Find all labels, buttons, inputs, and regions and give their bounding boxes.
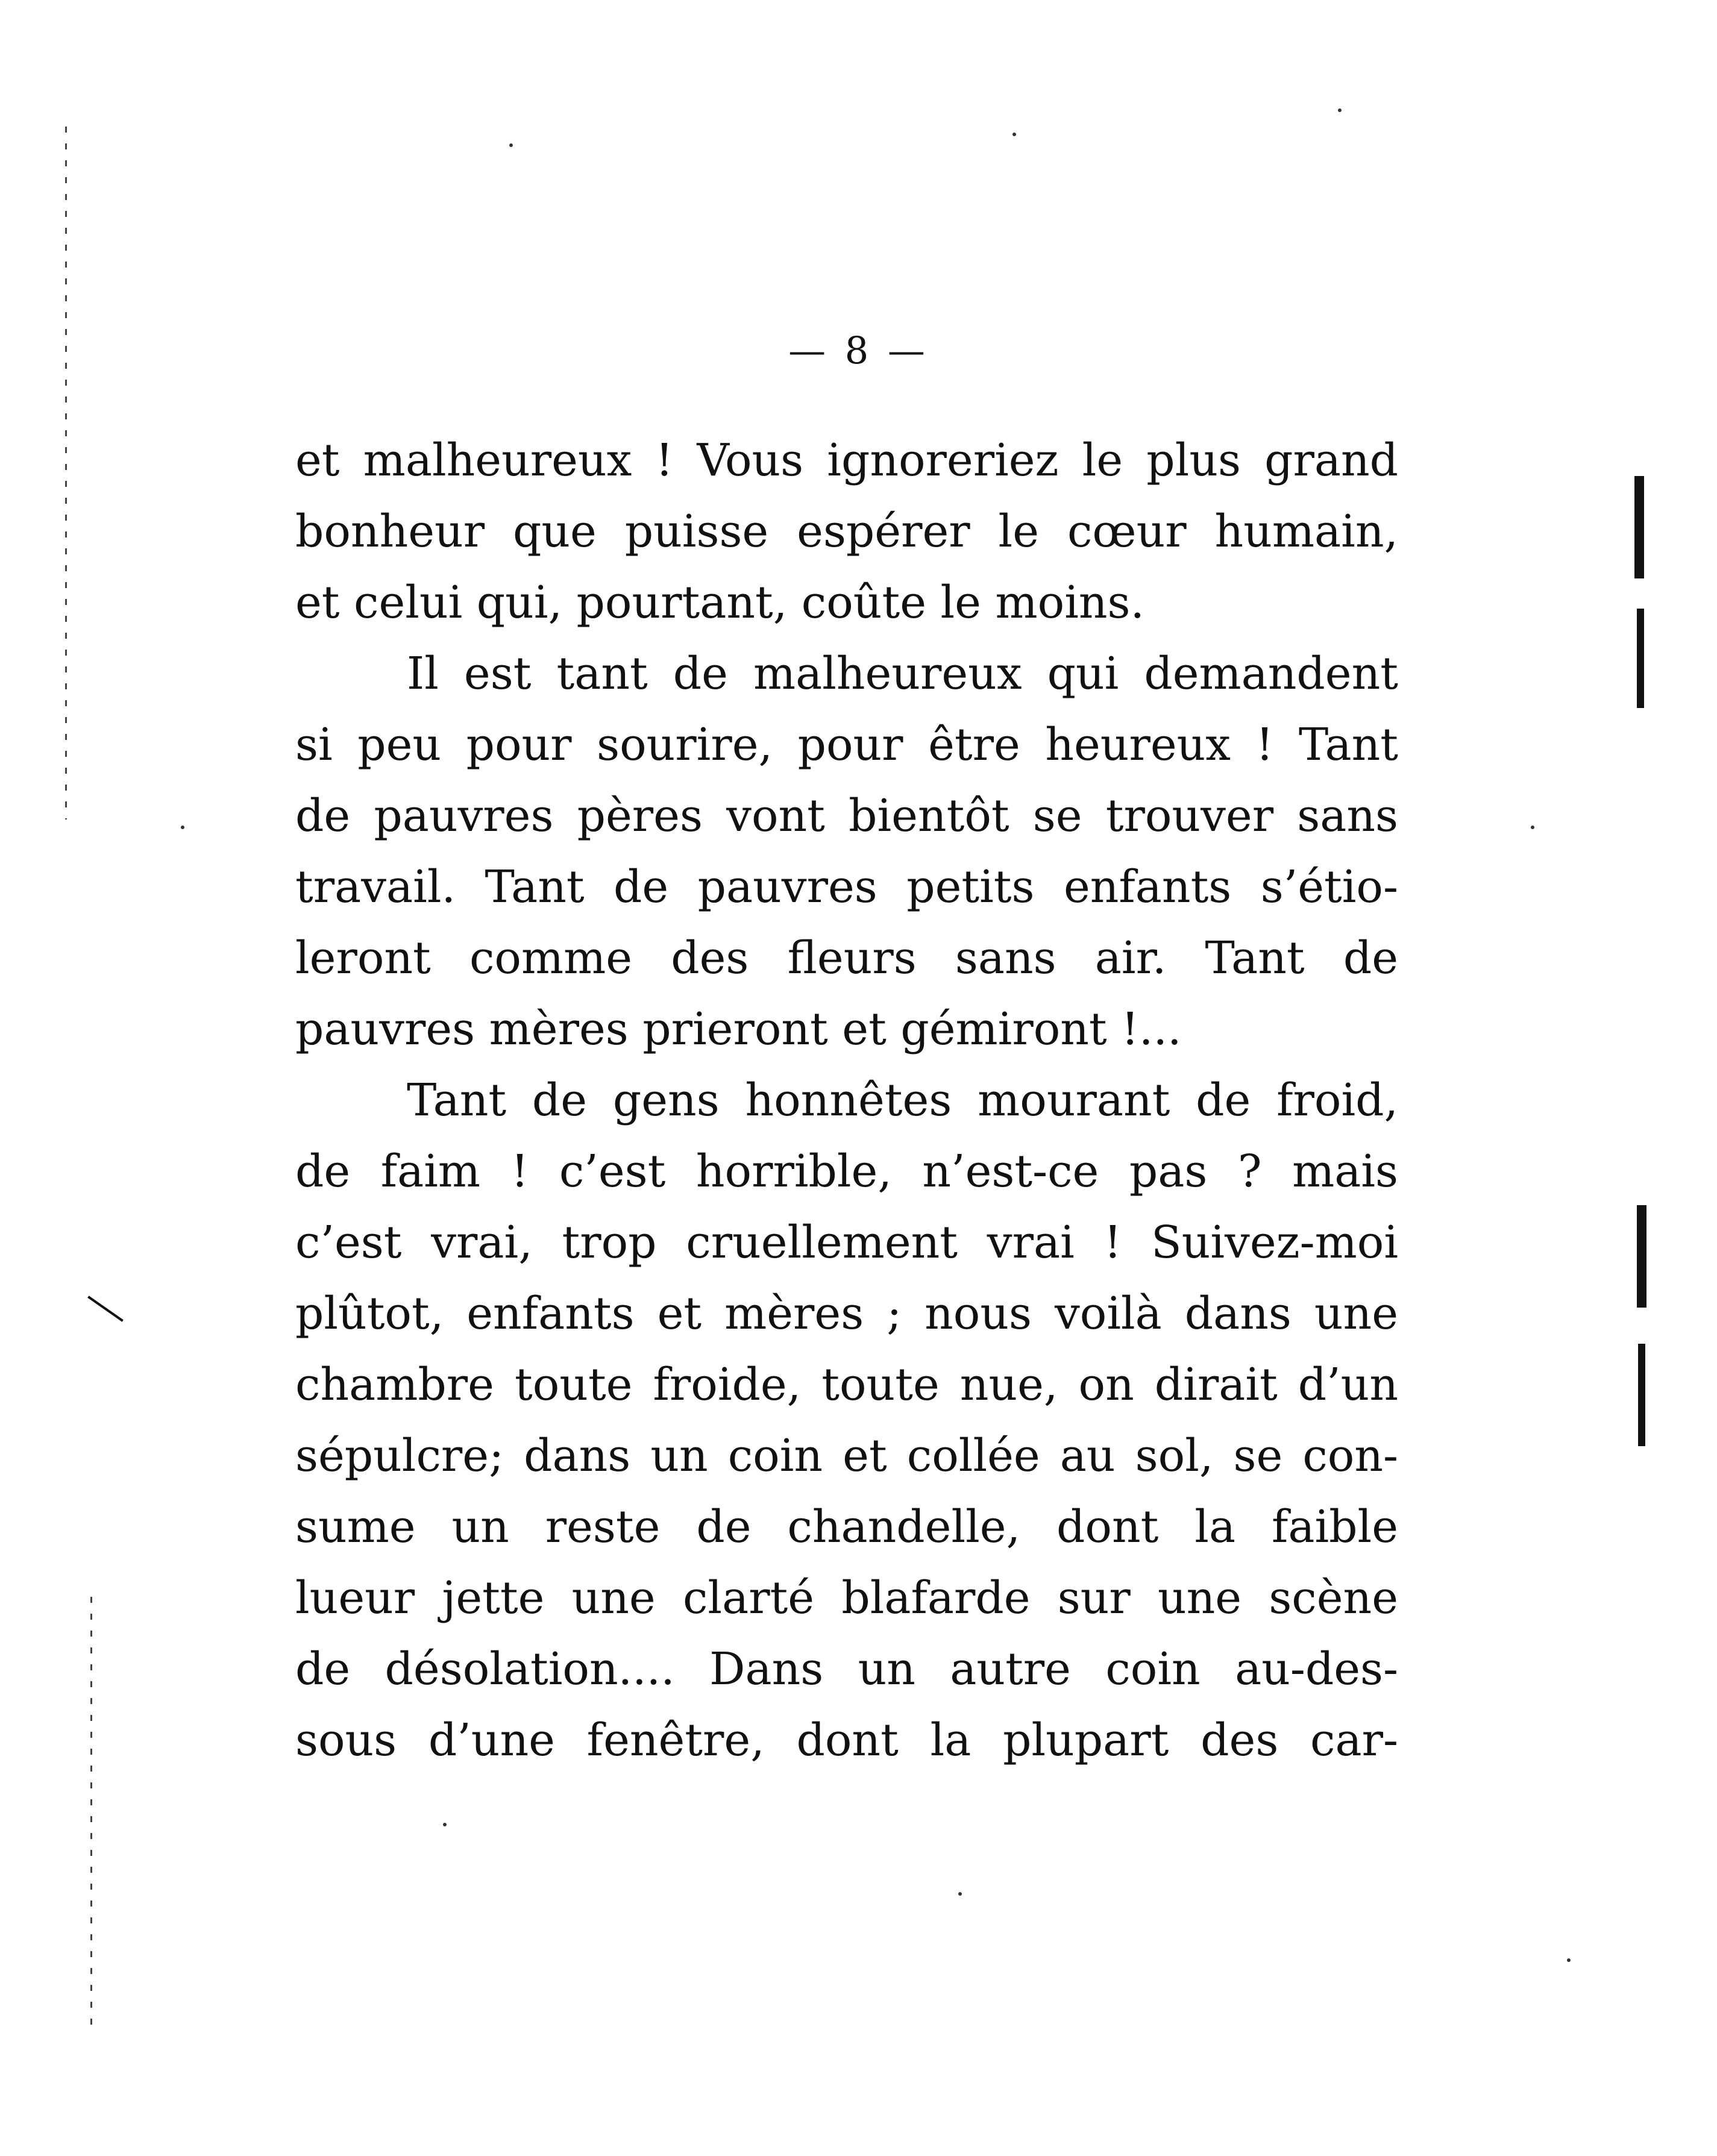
scan-speck xyxy=(181,826,184,829)
text-line: sépulcre; dans un coin et collée au sol, se con- xyxy=(295,1430,1398,1482)
right-margin-bar xyxy=(1634,476,1644,578)
text-line: de pauvres pères vont bientôt se trouver sans xyxy=(295,790,1398,842)
left-margin-stroke xyxy=(87,1296,124,1321)
scan-speck xyxy=(1567,1958,1571,1962)
scan-speck xyxy=(1338,108,1342,112)
text-line: lueur jette une clarté blafarde sur une scène xyxy=(295,1572,1398,1624)
text-line: et malheureux ! Vous ignoreriez le plus grand xyxy=(295,434,1398,486)
text-line: c’est vrai, trop cruellement vrai ! Suivez-moi xyxy=(295,1217,1398,1268)
text-line: et celui qui, pourtant, coûte le moins. xyxy=(295,577,1145,628)
right-margin-bar xyxy=(1638,1344,1645,1446)
text-line: Tant de gens honnêtes mourant de froid, xyxy=(407,1074,1398,1126)
text-line: pauvres mères prieront et gémiront !... xyxy=(295,1003,1182,1055)
text-line: plûtot, enfants et mères ; nous voilà dans une xyxy=(295,1288,1398,1340)
body-text xyxy=(295,425,1398,1776)
scan-speck xyxy=(958,1892,962,1896)
text-line: si peu pour sourire, pour être heureux ! Tant xyxy=(295,719,1398,771)
text-line: de faim ! c’est horrible, n’est-ce pas ? mais xyxy=(295,1145,1398,1197)
scan-speck xyxy=(1531,826,1534,829)
left-margin-scan-mark xyxy=(65,127,67,819)
page-number: — 8 — xyxy=(788,328,929,372)
text-line: sous d’une fenêtre, dont la plupart des car- xyxy=(295,1714,1398,1766)
scan-speck xyxy=(443,1823,447,1826)
left-margin-scan-mark xyxy=(90,1597,92,2031)
text-line: travail. Tant de pauvres petits enfants s’étio- xyxy=(295,861,1398,913)
text-line: chambre toute froide, toute nue, on dirait d’un xyxy=(295,1359,1398,1411)
text-line: Il est tant de malheureux qui demandent xyxy=(407,648,1398,700)
text-line: de désolation.... Dans un autre coin au-des- xyxy=(295,1643,1398,1695)
scan-speck xyxy=(1012,133,1016,136)
text-line: leront comme des fleurs sans air. Tant de xyxy=(295,932,1398,984)
text-line: bonheur que puisse espérer le cœur humain, xyxy=(295,506,1398,557)
right-margin-bar xyxy=(1637,609,1644,708)
text-line: sume un reste de chandelle, dont la faible xyxy=(295,1501,1398,1553)
scan-speck xyxy=(509,143,513,147)
right-margin-bar xyxy=(1637,1205,1646,1308)
